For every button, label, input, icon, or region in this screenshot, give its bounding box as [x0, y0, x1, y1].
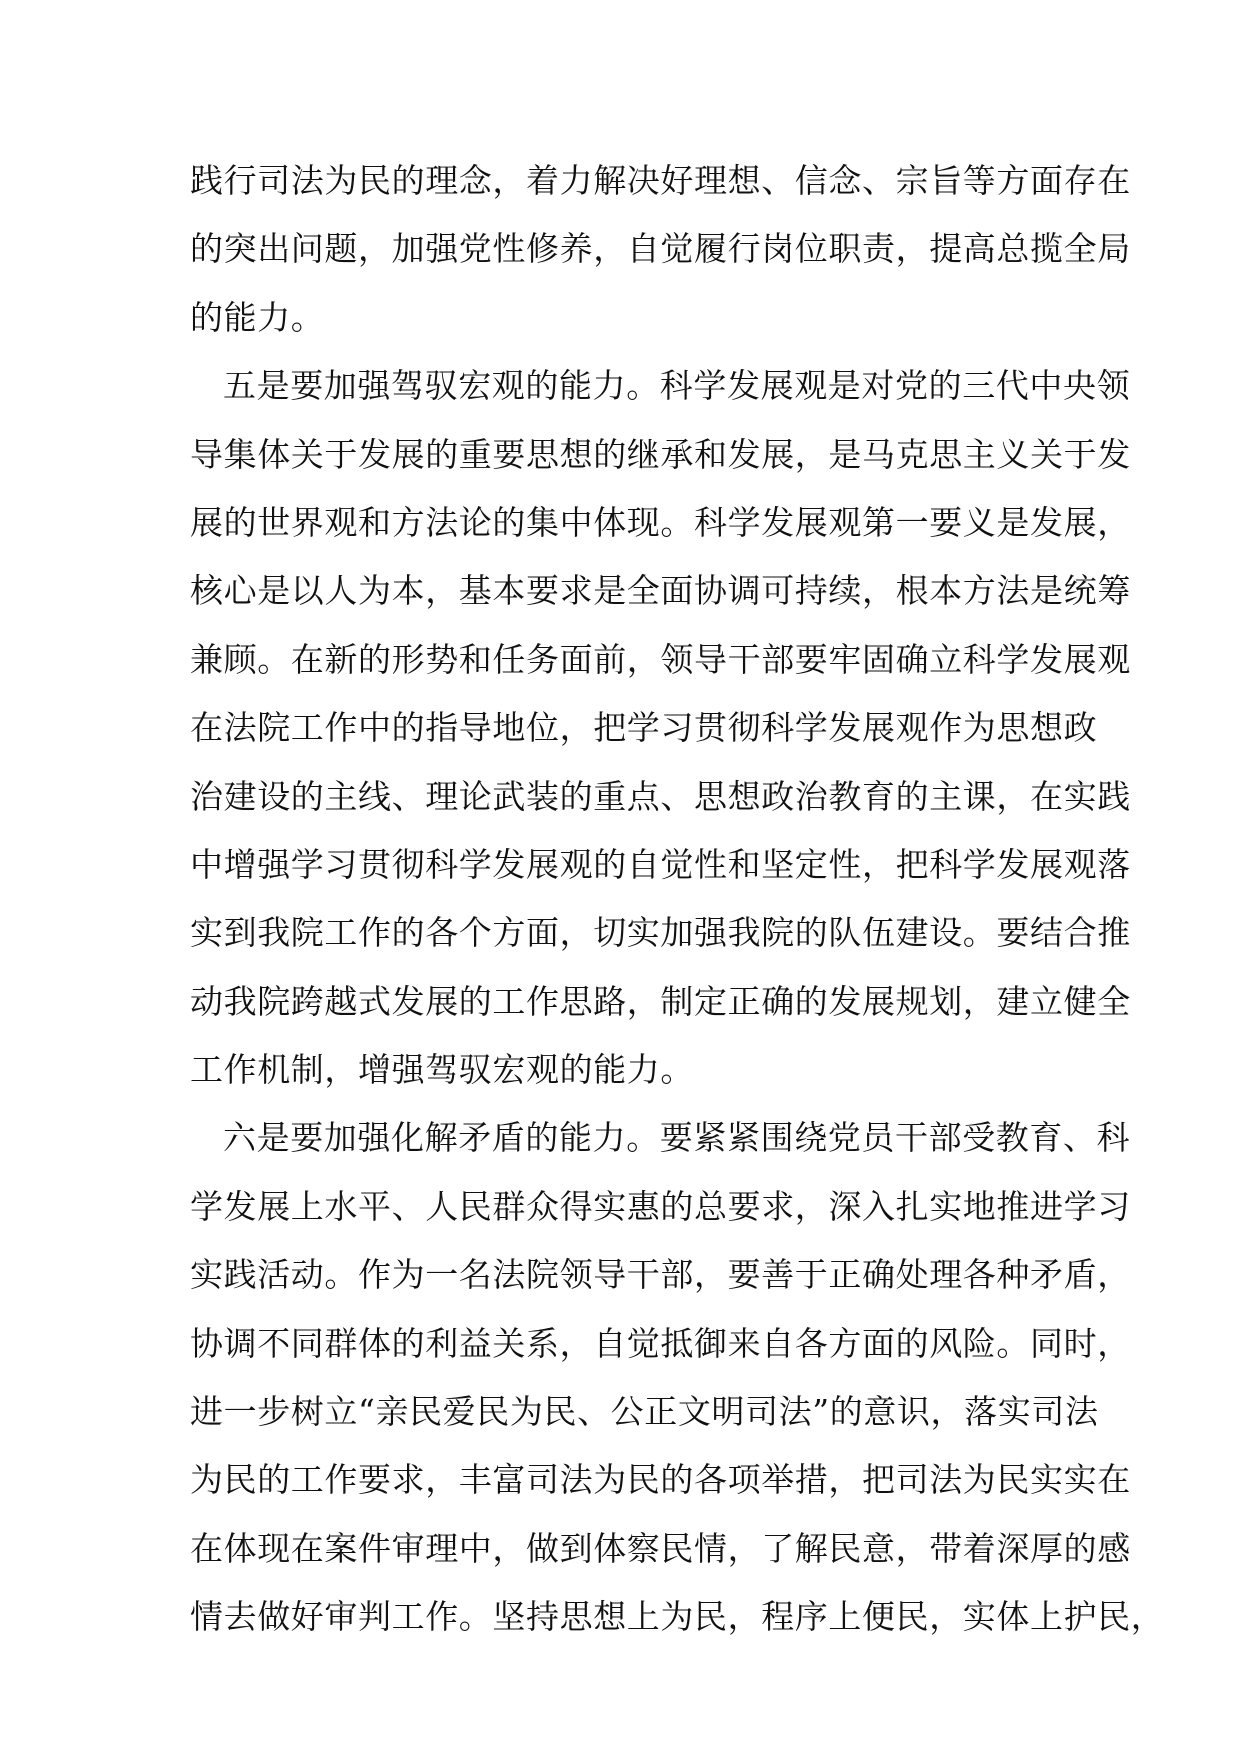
- paragraph-start-line: 六是要加强化解矛盾的能力。要紧紧围绕党员干部受教育、科: [223, 1118, 1131, 1158]
- text-line: 践行司法为民的理念，着力解决好理想、信念、宗旨等方面存在: [190, 161, 1131, 200]
- paragraph-start-line: 五是要加强驾驭宏观的能力。科学发展观是对党的三代中央领: [223, 366, 1131, 406]
- text-line: 为民的工作要求，丰富司法为民的各项举措，把司法为民实实在: [190, 1460, 1131, 1500]
- text-line: 兼顾。在新的形势和任务面前，领导干部要牢固确立科学发展观: [190, 639, 1131, 679]
- text-line: 动我院跨越式发展的工作思路，制定正确的发展规划，建立健全: [190, 981, 1131, 1021]
- text-line: 协调不同群体的利益关系，自觉抵御来自各方面的风险。同时，: [190, 1323, 1131, 1363]
- text-line: 治建设的主线、理论武装的重点、思想政治教育的主课，在实践: [190, 776, 1131, 816]
- text-line: 展的世界观和方法论的集中体现。科学发展观第一要义是发展，: [190, 502, 1131, 542]
- text-line: 的突出问题，加强党性修养，自觉履行岗位职责，提高总揽全局: [190, 229, 1131, 269]
- text-line: 在体现在案件审理中，做到体察民情，了解民意，带着深厚的感: [190, 1528, 1131, 1568]
- text-line: 进一步树立“亲民爱民为民、公正文明司法”的意识，落实司法: [190, 1392, 1099, 1432]
- document-body: [190, 147, 1165, 1652]
- text-line: 实践活动。作为一名法院领导干部，要善于正确处理各种矛盾，: [190, 1255, 1131, 1295]
- text-line: 学发展上水平、人民群众得实惠的总要求，深入扎实地推进学习: [190, 1186, 1131, 1226]
- text-line: 中增强学习贯彻科学发展观的自觉性和坚定性，把科学发展观落: [190, 844, 1131, 884]
- text-line: 导集体关于发展的重要思想的继承和发展，是马克思主义关于发: [190, 434, 1131, 474]
- text-line: 实到我院工作的各个方面，切实加强我院的队伍建设。要结合推: [190, 913, 1131, 953]
- text-line: 工作机制，增强驾驭宏观的能力。: [190, 1050, 694, 1090]
- text-line: 的能力。: [190, 297, 325, 337]
- text-line: 核心是以人为本，基本要求是全面协调可持续，根本方法是统筹: [190, 571, 1131, 611]
- text-line: 情去做好审判工作。坚持思想上为民，程序上便民，实体上护民，: [190, 1597, 1165, 1637]
- text-line: 在法院工作中的指导地位，把学习贯彻科学发展观作为思想政: [190, 708, 1098, 748]
